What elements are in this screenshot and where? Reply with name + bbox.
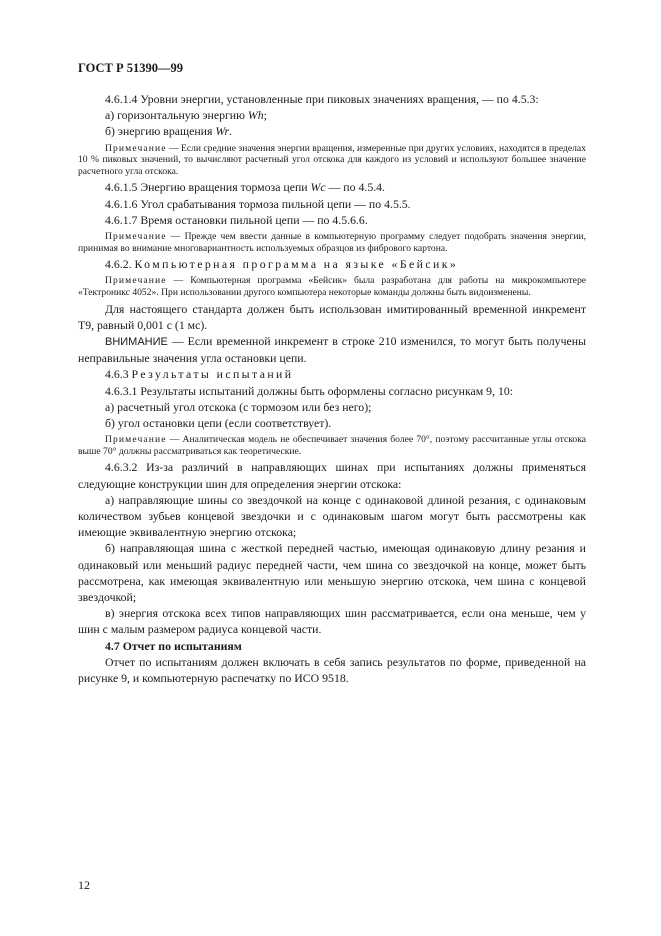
note-paragraph bbox=[78, 275, 586, 298]
paragraph-text: 4.6.1.7 Время остановки пильной цепи — по 4.5.6.6. bbox=[105, 212, 368, 227]
section-heading-4-6-3 bbox=[78, 366, 586, 382]
page-number: 12 bbox=[78, 878, 90, 892]
paragraph-text: 4.6.1.6 Угол срабатывания тормоза пильной цепи — по 4.5.5. bbox=[105, 196, 411, 211]
list-item-text: б) энергию вращения bbox=[105, 124, 216, 139]
list-item-c bbox=[78, 605, 586, 637]
list-item-a bbox=[78, 399, 586, 415]
document-body bbox=[78, 91, 586, 686]
paragraph-time-increment bbox=[78, 301, 586, 333]
section-number: 4.6.3 bbox=[105, 367, 132, 382]
list-item-b bbox=[78, 540, 586, 605]
paragraph-4-6-3-2 bbox=[78, 459, 586, 491]
list-item-text: а) направляющие шины со звездочкой на конце с одинаковой длиной резания, с одинаковым количеством зубьев концевой звездочки и с одинаковым шагом могут быть рассмотрены как имеющие эквивалентную энергию отскока; bbox=[78, 492, 586, 540]
section-heading-4-7 bbox=[78, 638, 586, 654]
paragraph-text: 4.6.1.4 Уровни энергии, установленные при пиковых значениях вращения, — по 4.5.3: bbox=[105, 92, 539, 106]
warning-label: ВНИМАНИЕ bbox=[105, 335, 168, 348]
note-text: — Если средние значения энергии вращения, измеренные при других условиях, находятся в пределах 10 % пиковых значений, то вычисляют расчетный угол отскока для каждого из условий и используют большее значение расчетного угла отскока. bbox=[78, 142, 586, 177]
note-text: — Компьютерная программа «Бейсик» была разработана для работы на микрокомпьютере «Тектроникс 4052». При использовании другого компьютера некоторые команды должны быть видоизменены. bbox=[78, 275, 586, 298]
paragraph-text: 4.6.3.1 Результаты испытаний должны быть оформлены согласно рисункам 9, 10: bbox=[105, 383, 514, 398]
note-paragraph bbox=[78, 434, 586, 457]
list-item-text: б) угол остановки цепи (если соответствует). bbox=[105, 416, 332, 430]
standard-code-header: ГОСТ Р 51390—99 bbox=[78, 61, 184, 75]
note-paragraph bbox=[78, 143, 586, 178]
section-title: 4.7 Отчет по испытаниям bbox=[105, 638, 242, 653]
paragraph-4-6-3-1 bbox=[78, 383, 586, 399]
note-label: Примечание bbox=[105, 231, 167, 242]
paragraph-text: — по 4.5.4. bbox=[325, 180, 386, 195]
note-label: Примечание bbox=[105, 142, 167, 154]
list-item-text: б) направляющая шина с жесткой передней частью, имеющая одинаковую длину резания и одинаковый или меньший радиус передней части, чем шина со звездочкой на конце, может быть рассмотрена, как имеющая эквивалентную или меньшую энергию отскока, чем шина с концевой звездочкой; bbox=[78, 541, 586, 605]
note-paragraph bbox=[78, 231, 586, 254]
energy-symbol: Wh bbox=[247, 108, 264, 123]
paragraph-4-6-1-5 bbox=[78, 179, 586, 195]
list-item-a bbox=[78, 107, 586, 123]
note-label: Примечание bbox=[105, 275, 167, 287]
list-item-text: а) горизонтальную энергию bbox=[105, 108, 248, 123]
section-heading-4-6-2 bbox=[78, 256, 586, 272]
energy-symbol: Wc bbox=[310, 180, 326, 195]
paragraph-test-report bbox=[78, 654, 586, 686]
section-number: 4.6.2. bbox=[105, 257, 135, 272]
punctuation: . bbox=[229, 124, 233, 139]
paragraph-text: 4.6.3.2 Из-за различий в направляющих шинах при испытаниях должны применяться следующие конструкции шин для определения энергии отскока: bbox=[78, 460, 586, 491]
warning-paragraph bbox=[78, 333, 586, 366]
section-title: Компьютерная программа на языке «Бейсик» bbox=[134, 257, 459, 272]
punctuation: ; bbox=[263, 108, 267, 123]
energy-symbol: Wr bbox=[215, 124, 230, 139]
paragraph-4-6-1-6 bbox=[78, 196, 586, 212]
section-title: Результаты испытаний bbox=[131, 367, 294, 382]
note-text: — Аналитическая модель не обеспечивает значения более 70°, поэтому рассчитанные углы отскока выше 70° должны рассматриваться как теоретические. bbox=[78, 434, 586, 457]
paragraph-4-6-1-4 bbox=[78, 91, 586, 107]
paragraph-text: Для настоящего стандарта должен быть использован имитированный временной инкремент Т9, равный 0,001 с (1 мс). bbox=[78, 301, 586, 332]
list-item-a bbox=[78, 492, 586, 541]
list-item-text: в) энергия отскока всех типов направляющих шин рассматривается, если она меньше, чем у шин с малым размером радиуса концевой части. bbox=[78, 606, 586, 637]
note-text: — Прежде чем ввести данные в компьютерную программу следует подобрать значения энергии, принимая во внимание многовариантность используемых образцов из фибрового картона. bbox=[78, 231, 586, 254]
list-item-b bbox=[78, 415, 586, 431]
warning-text: — Если временной инкремент в строке 210 изменился, то могут быть получены неправильные значения угла остановки цепи. bbox=[78, 333, 586, 366]
paragraph-4-6-1-7 bbox=[78, 212, 586, 228]
list-item-b bbox=[78, 123, 586, 139]
note-label: Примечание bbox=[105, 434, 167, 446]
list-item-text: а) расчетный угол отскока (с тормозом или без него); bbox=[105, 399, 372, 414]
paragraph-text: 4.6.1.5 Энергию вращения тормоза цепи bbox=[105, 180, 311, 195]
paragraph-text: Отчет по испытаниям должен включать в себя запись результатов по форме, приведенной на рисунке 9, и компьютерную распечатку по ИСО 9518. bbox=[78, 654, 586, 686]
